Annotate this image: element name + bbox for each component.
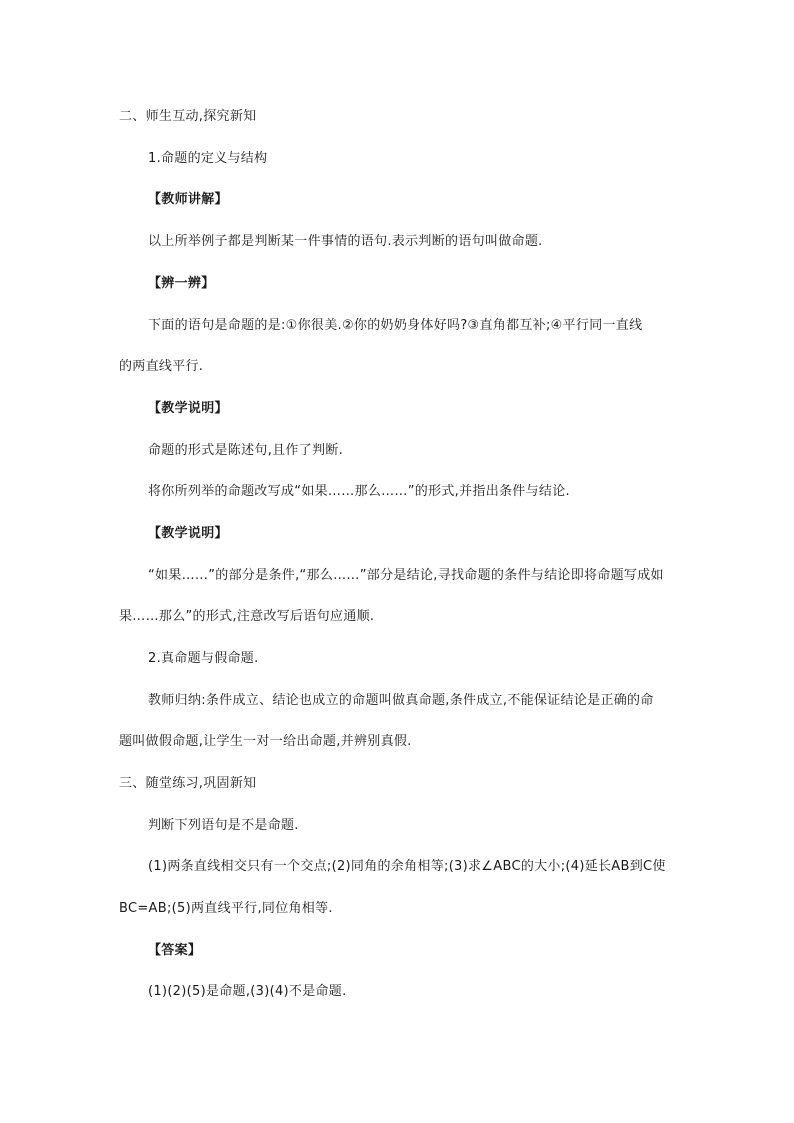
discern-text-line-1: 下面的语句是命题的是:①你很美.②你的奶奶身体好吗?③直角都互补;④平行同一直线 — [148, 318, 643, 333]
exercise-prompt: 判断下列语句是不是命题. — [148, 818, 299, 833]
summary-line-2: 题叫做假命题,让学生一对一给出命题,并辨别真假. — [119, 734, 412, 749]
subsection-1-title: 1.命题的定义与结构 — [148, 151, 268, 166]
teaching-note-label-2: 【教学说明】 — [148, 526, 228, 541]
teaching-note-label-1: 【教学说明】 — [148, 401, 228, 416]
teaching-note-text-2-line-2: 果……那么”的形式,注意改写后语句应通顺. — [119, 609, 375, 624]
teacher-explain-label: 【教师讲解】 — [148, 192, 228, 207]
exercise-line-2: BC=AB;(5)两直线平行,同位角相等. — [119, 901, 333, 916]
discern-text-line-2: 的两直线平行. — [119, 359, 204, 374]
teaching-note-text-2-line-1: “如果……”的部分是条件,“那么……”部分是结论,寻找命题的条件与结论即将命题写成如 — [148, 568, 664, 583]
subsection-2-title: 2.真命题与假命题. — [148, 651, 259, 666]
section-3-heading: 三、随堂练习,巩固新知 — [119, 776, 257, 791]
answer-text: (1)(2)(5)是命题,(3)(4)不是命题. — [148, 984, 347, 999]
teacher-explain-text: 以上所举例子都是判断某一件事情的语句.表示判断的语句叫做命题. — [148, 234, 543, 249]
answer-label: 【答案】 — [148, 943, 202, 958]
section-2-heading: 二、师生互动,探究新知 — [119, 109, 257, 124]
summary-line-1: 教师归纳:条件成立、结论也成立的命题叫做真命题,条件成立,不能保证结论是正确的命 — [148, 693, 654, 708]
rewrite-instruction: 将你所列举的命题改写成“如果……那么……”的形式,并指出条件与结论. — [148, 484, 570, 499]
discern-label: 【辨一辨】 — [148, 276, 215, 291]
teaching-note-text-1: 命题的形式是陈述句,且作了判断. — [148, 443, 344, 458]
exercise-line-1: (1)两条直线相交只有一个交点;(2)同角的余角相等;(3)求∠ABC的大小;(4)延长AB到C使 — [148, 859, 666, 874]
